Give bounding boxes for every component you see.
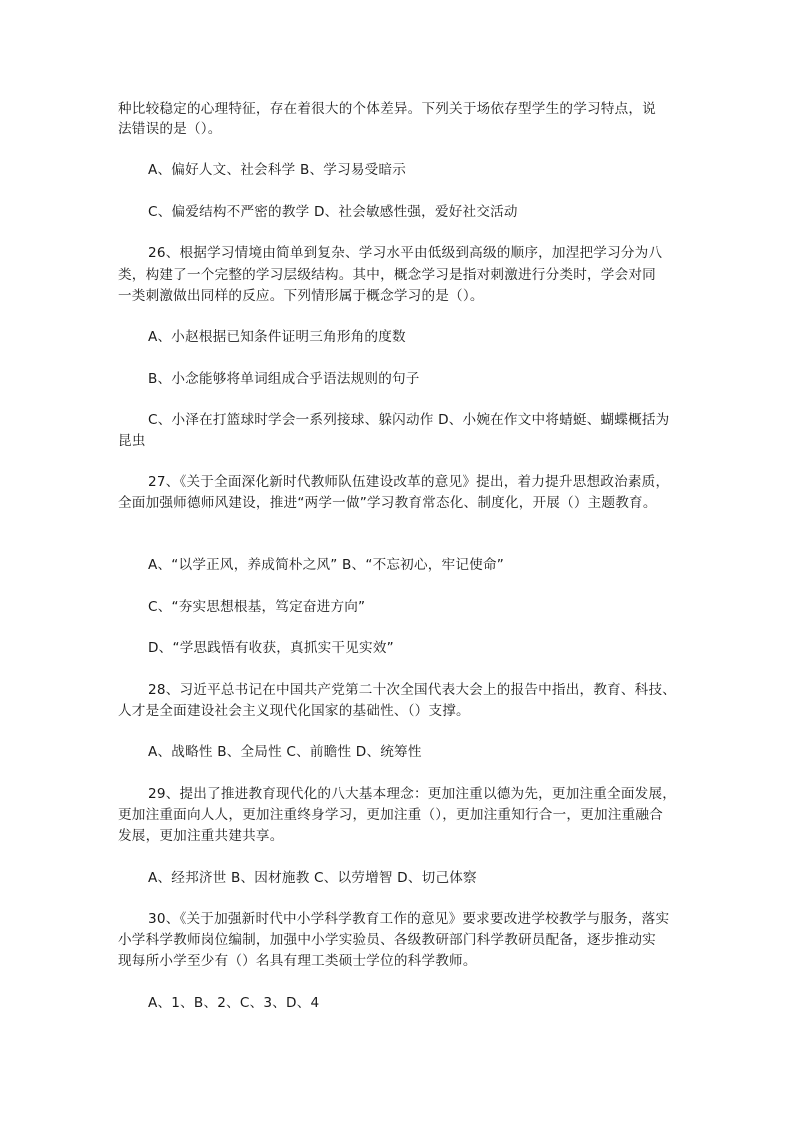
question-26: 26、根据学习情境由简单到复杂、学习水平由低级到高级的顺序，加涅把学习分为八	[148, 245, 663, 261]
text-line: 种比较稳定的心理特征，存在着很大的个体差异。下列关于场依存型学生的学习特点，说	[118, 101, 656, 117]
option-line: B、小念能够将单词组成合乎语法规则的句子	[148, 371, 420, 387]
text-line: 现每所小学至少有（）名具有理工类硕士学位的科学教师。	[118, 953, 477, 969]
option-line: A、经邦济世 B、因材施教 C、以劳增智 D、切己体察	[148, 870, 477, 886]
option-line: A、“以学正风，养成简朴之风” B、“不忘初心，牢记使命”	[148, 557, 504, 573]
question-27: 27、《关于全面深化新时代教师队伍建设改革的意见》提出，着力提升思想政治素质，	[148, 474, 670, 490]
question-29: 29、提出了推进教育现代化的八大基本理念：更加注重以德为先，更加注重全面发展，	[148, 786, 677, 802]
text-line: 人才是全面建设社会主义现代化国家的基础性、（）支撑。	[118, 703, 470, 719]
question-28: 28、习近平总书记在中国共产党第二十次全国代表大会上的报告中指出，教育、科技、	[148, 682, 677, 698]
text-line: 类，构建了一个完整的学习层级结构。其中，概念学习是指对刺激进行分类时，学会对同	[118, 267, 656, 283]
text-line: 发展，更加注重共建共享。	[118, 828, 284, 844]
text-line: 法错误的是（）。	[118, 121, 222, 137]
option-line: A、1、B、2、C、3、D、4	[148, 995, 320, 1011]
option-line: A、小赵根据已知条件证明三角形角的度数	[148, 329, 406, 345]
option-line: C、“夯实思想根基，笃定奋进方向”	[148, 599, 366, 615]
text-line: 更加注重面向人人，更加注重终身学习，更加注重（），更加注重知行合一，更加注重融合	[118, 807, 663, 823]
text-line: 小学科学教师岗位编制，加强中小学实验员、各级教研部门科学教研员配备，逐步推动实	[118, 932, 656, 948]
option-line: D、“学思践悟有收获，真抓实干见实效”	[148, 640, 394, 656]
option-line: A、偏好人文、社会科学 B、学习易受暗示	[148, 162, 407, 178]
text-line: 一类刺激做出同样的反应。下列情形属于概念学习的是（）。	[118, 288, 484, 304]
question-30: 30、《关于加强新时代中小学科学教育工作的意见》要求要改进学校教学与服务，落实	[148, 911, 670, 927]
text-line: 全面加强师德师风建设，推进“两学一做”学习教育常态化、制度化，开展（）主题教育。	[118, 495, 657, 511]
option-line: C、小泽在打篮球时学会一系列接球、躲闪动作 D、小婉在作文中将蜻蜓、蝴蝶概括为	[148, 412, 670, 428]
option-line: A、战略性 B、全局性 C、前瞻性 D、统筹性	[148, 744, 422, 760]
option-line: C、偏爱结构不严密的教学 D、社会敏感性强，爱好社交活动	[148, 204, 518, 220]
text-line: 昆虫	[118, 433, 146, 449]
